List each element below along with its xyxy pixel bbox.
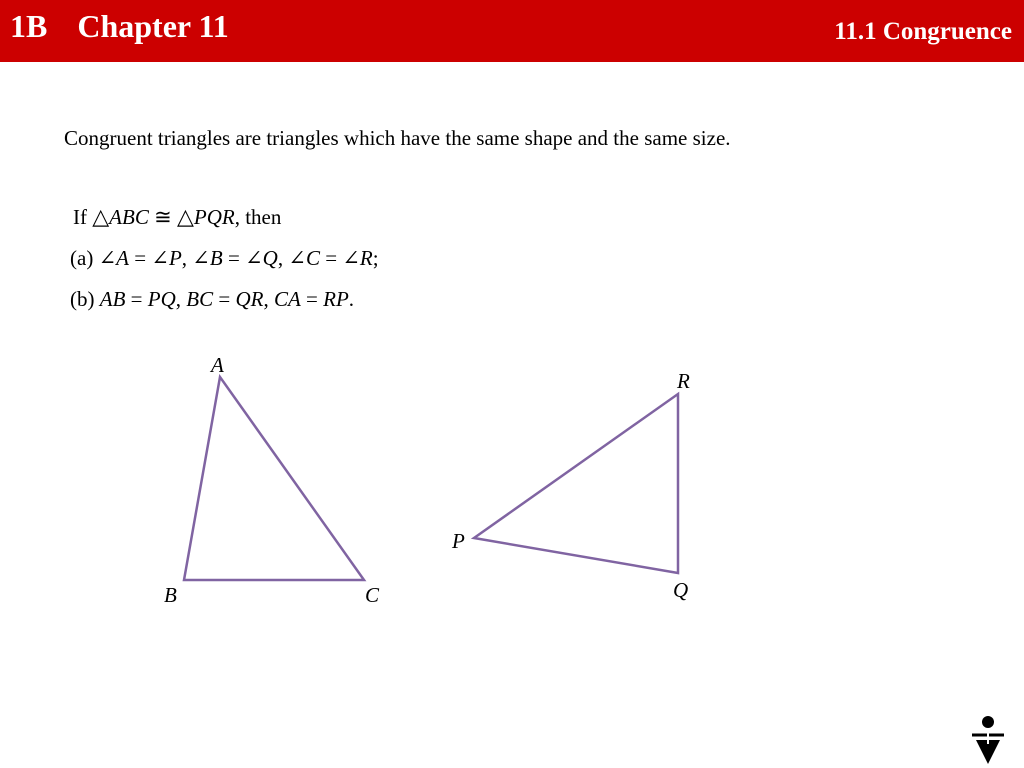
side-left: AB: [99, 287, 126, 311]
angle-right: P: [168, 246, 182, 270]
if-word: If: [73, 205, 87, 229]
angle-left: B: [209, 246, 223, 270]
angle-right: R: [359, 246, 373, 270]
vertex-label-q: Q: [673, 578, 689, 602]
item-label-b: (b): [70, 287, 95, 311]
book-code: 1B: [10, 8, 48, 44]
item-label-a: (a): [70, 246, 94, 270]
side-right: PQ: [147, 287, 176, 311]
line-end: ;: [372, 246, 379, 270]
angle-left: C: [305, 246, 320, 270]
angle-symbol-icon: ∠: [98, 246, 117, 270]
angle-equalities: (a) ∠A = ∠P, ∠B = ∠Q, ∠C = ∠R;: [70, 246, 379, 270]
angle-right: Q: [262, 246, 278, 270]
vertex-label-r: R: [677, 369, 690, 393]
definition-text: Congruent triangles are triangles which have the same shape and the same size.: [64, 126, 731, 150]
chapter-title: Chapter 11: [77, 8, 229, 44]
side-right: QR: [235, 287, 264, 311]
angle-left: A: [116, 246, 129, 270]
then-text: , then: [234, 205, 282, 229]
triangle-abc-name: ABC: [109, 205, 149, 229]
triangle-abc: [184, 377, 364, 580]
angle-symbol-icon: ∠: [342, 246, 360, 270]
angle-symbol-icon: ∠: [245, 246, 263, 270]
side-right: RP: [323, 287, 349, 311]
congruent-symbol: ≅: [154, 205, 172, 229]
line-end: .: [348, 287, 355, 311]
side-left: CA: [273, 287, 301, 311]
vertex-label-a: A: [211, 353, 224, 377]
triangle-symbol-icon: △: [92, 204, 110, 229]
angle-symbol-icon: ∠: [192, 246, 210, 270]
side-equalities: (b) AB = PQ, BC = QR, CA = RP.: [70, 287, 355, 311]
triangle-pqr-name: PQR: [193, 205, 235, 229]
angle-symbol-icon: ∠: [288, 246, 306, 270]
section-title: 11.1 Congruence: [834, 18, 1012, 45]
vertex-label-c: C: [365, 583, 380, 607]
vertex-label-p: P: [452, 529, 465, 553]
triangle-symbol-icon: △: [176, 204, 194, 229]
vertex-label-b: B: [164, 583, 177, 607]
side-left: BC: [186, 287, 214, 311]
triangle-pqr: [474, 394, 678, 573]
nav-figure-icon[interactable]: [968, 714, 1008, 766]
angle-symbol-icon: ∠: [151, 246, 169, 270]
